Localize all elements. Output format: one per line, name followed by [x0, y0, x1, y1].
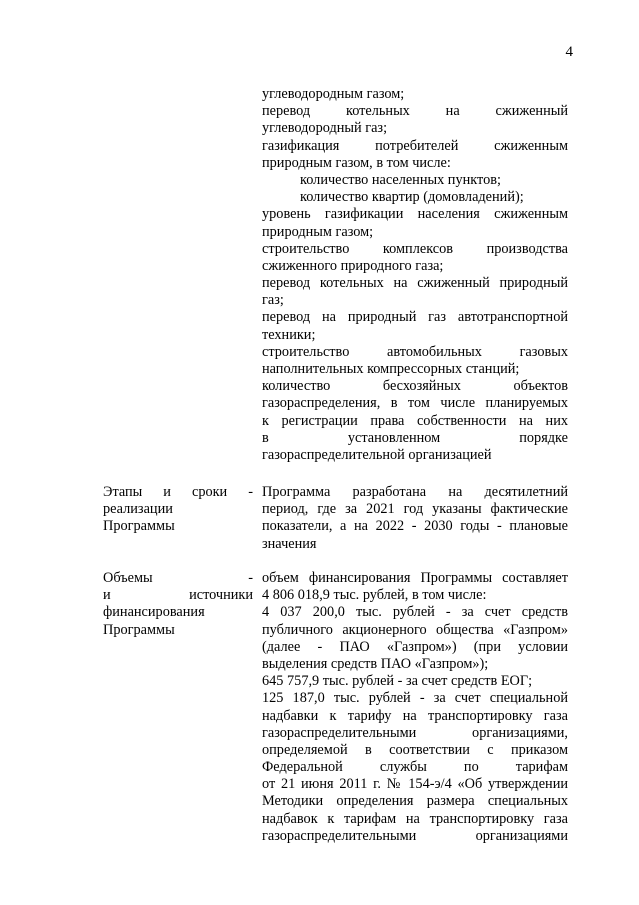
text-line: техники; [262, 326, 316, 343]
section-text-stages [262, 484, 568, 553]
text-line: сжиженного природного газа; [262, 257, 444, 274]
text-line: перевод котельных на сжиженный [262, 103, 568, 120]
text-line: значения [262, 535, 317, 552]
text-line: выделения средств ПАО «Газпром»); [262, 655, 489, 672]
text-line: газораспределительными организациями [262, 827, 568, 844]
text-line: Методики определения размера специальных [262, 793, 568, 810]
text-line: 645 757,9 тыс. рублей - за счет средств ЕОГ; [262, 673, 533, 690]
label-line: Этапы и сроки - [103, 484, 253, 500]
text-line: газификация потребителей сжиженным [262, 137, 568, 154]
text-line: определяемой в соответствии с приказом [262, 741, 568, 758]
text-line: количество бесхозяйных объектов [262, 378, 568, 395]
page-number: 4 [565, 44, 573, 60]
text-line: надбавок к тарифам на транспортировку газа [262, 810, 568, 827]
text-line: уровень газификации населения сжиженным [262, 206, 568, 223]
text-line: период, где за 2021 год указаны фактические [262, 501, 568, 518]
text-line: перевод на природный газ автотранспортной [262, 309, 568, 326]
text-line: газораспределения, в том числе планируемых [262, 395, 568, 412]
text-line: природным газом; [262, 223, 374, 240]
text-line: публичного акционерного общества «Газпром» [262, 621, 568, 638]
text-line: перевод котельных на сжиженный природный [262, 275, 568, 292]
label-line: финансирования [103, 604, 205, 621]
text-line: строительство автомобильных газовых [262, 343, 568, 360]
text-line: 4 037 200,0 тыс. рублей - за счет средств [262, 604, 568, 621]
text-line: объем финансирования Программы составляет [262, 570, 568, 586]
block-continuation [262, 86, 568, 464]
section-label-stages [103, 484, 253, 536]
label-line: реализации [103, 501, 173, 518]
text-line: углеводородный газ; [262, 120, 388, 137]
text-line: газораспределительной организацией [262, 446, 492, 463]
text-line: Программа разработана на десятилетний [262, 484, 568, 500]
text-line: 4 806 018,9 тыс. рублей, в том числе: [262, 587, 487, 604]
label-line: и источники [103, 587, 253, 604]
text-line: газораспределительными организациями, [262, 724, 568, 741]
text-line: надбавки к тарифу на транспортировку газа [262, 707, 568, 724]
text-line: в установленном порядке [262, 429, 568, 446]
text-line: углеводородным газом; [262, 86, 405, 102]
label-line: Программы [103, 518, 175, 535]
text-line: строительство комплексов производства [262, 240, 568, 257]
text-line: (далее - ПАО «Газпром») (при условии [262, 638, 568, 655]
text-line: Федеральной службы по тарифам [262, 759, 568, 776]
text-line: 125 187,0 тыс. рублей - за счет специальной [262, 690, 568, 707]
text-line: газ; [262, 292, 284, 309]
text-line: наполнительных компрессорных станций; [262, 361, 520, 377]
text-line: к регистрации права собственности на них [262, 412, 568, 429]
label-line: Объемы - [103, 570, 253, 586]
text-line: количество квартир (домовладений); [300, 189, 524, 206]
label-line: Программы [103, 621, 175, 638]
text-line: от 21 июня 2011 г. № 154-э/4 «Об утверждении [262, 776, 568, 793]
text-line: количество населенных пунктов; [300, 171, 501, 188]
text-line: показатели, а на 2022 - 2030 годы - плановые [262, 518, 568, 535]
text-line: природным газом, в том числе: [262, 154, 451, 171]
section-text-funding [262, 570, 568, 845]
section-label-funding [103, 570, 253, 639]
